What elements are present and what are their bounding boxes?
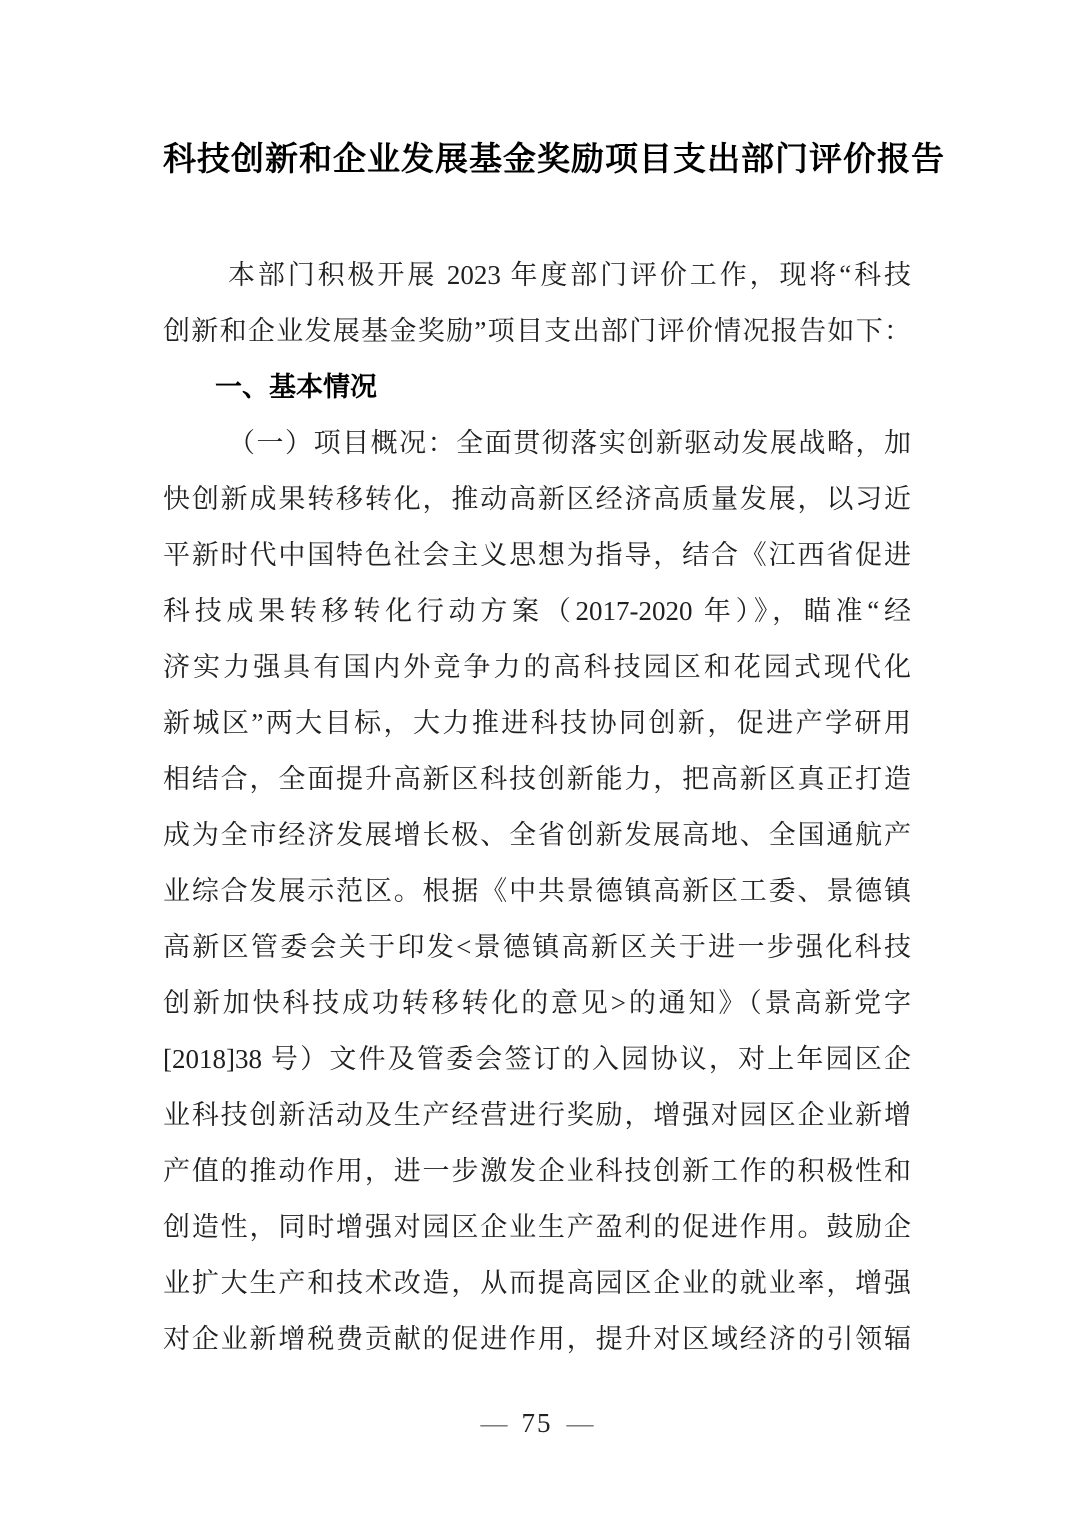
body-line: 业综合发展示范区。根据《中共景德镇高新区工委、景德镇: [163, 876, 911, 906]
body-line: （一）项目概况：全面贯彻落实创新驱动发展战略，加: [228, 428, 911, 458]
footer-dash: —: [566, 1408, 594, 1438]
body-line: 产值的推动作用，进一步激发企业科技创新工作的积极性和: [163, 1156, 911, 1186]
body-line: 济实力强具有国内外竞争力的高科技园区和花园式现代化: [163, 652, 911, 682]
body-line: 平新时代中国特色社会主义思想为指导，结合《江西省促进: [163, 540, 911, 570]
body-line: 成为全市经济发展增长极、全省创新发展高地、全国通航产: [163, 820, 911, 850]
body-line: 快创新成果转移转化，推动高新区经济高质量发展，以习近: [163, 484, 911, 514]
body-line: 业科技创新活动及生产经营进行奖励，增强对园区企业新增: [163, 1100, 911, 1130]
intro-line: 本部门积极开展 2023 年度部门评价工作，现将“科技: [228, 260, 911, 290]
document-content: [163, 0, 945, 1367]
page-number: 75: [521, 1408, 553, 1438]
body-line: [2018]38 号）文件及管委会签订的入园协议，对上年园区企: [163, 1044, 911, 1074]
body-line: 高新区管委会关于印发<景德镇高新区关于进一步强化科技: [163, 932, 911, 962]
intro-line: 创新和企业发展基金奖励”项目支出部门评价情况报告如下：: [163, 316, 911, 346]
page-title: 科技创新和企业发展基金奖励项目支出部门评价报告: [163, 140, 945, 177]
body-line: 科技成果转移转化行动方案（2017-2020 年）》，瞄准“经: [163, 596, 911, 626]
body-line: 创新加快科技成功转移转化的意见>的通知》（景高新党字: [163, 988, 911, 1018]
section-heading: 一、基本情况: [215, 372, 377, 402]
document-body: [163, 247, 911, 1367]
page-footer: [0, 1406, 1074, 1440]
body-line: 对企业新增税费贡献的促进作用，提升对区域经济的引领辐: [163, 1324, 911, 1354]
body-line: 创造性，同时增强对园区企业生产盈利的促进作用。鼓励企: [163, 1212, 911, 1242]
body-line: 相结合，全面提升高新区科技创新能力，把高新区真正打造: [163, 764, 911, 794]
body-line: 业扩大生产和技术改造，从而提高园区企业的就业率，增强: [163, 1268, 911, 1298]
footer-dash: —: [480, 1408, 508, 1438]
body-line: 新城区”两大目标，大力推进科技协同创新，促进产学研用: [163, 708, 911, 738]
